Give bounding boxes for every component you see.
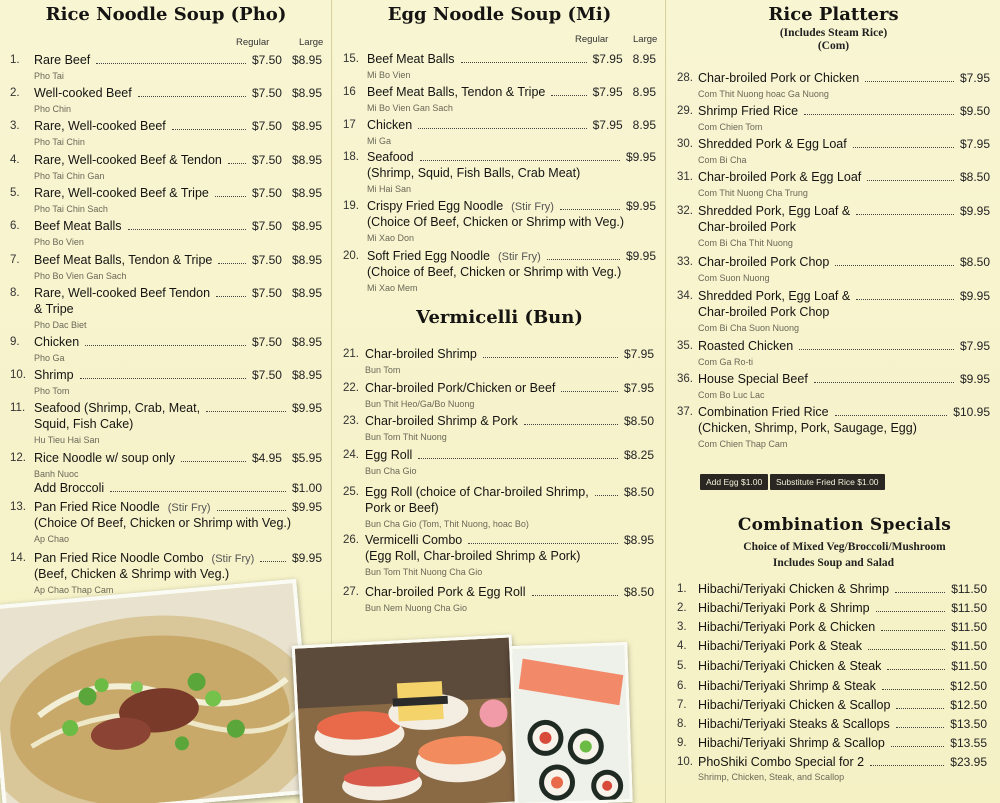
item-number: 2.: [677, 602, 687, 614]
dot-leader: [895, 592, 945, 593]
price: $7.95: [623, 347, 654, 361]
price-regular: $7.50: [251, 368, 282, 382]
item-name: Pan Fried Rice Noodle: [34, 500, 160, 514]
dot-leader: [216, 296, 246, 297]
item-name: Shrimp Fried Rice: [698, 104, 799, 118]
item-name: Char-broiled Shrimp & Pork: [365, 414, 518, 428]
item-vietnamese-name: Com Chien Thap Cam: [698, 439, 788, 449]
bun-menu-item: [333, 584, 666, 624]
price: $12.50: [950, 698, 987, 712]
item-number: 27.: [343, 586, 359, 598]
item-vietnamese-name: Mi Bo Vien Gan Sach: [367, 103, 453, 113]
dot-leader: [561, 391, 618, 392]
item-number: 16: [343, 86, 356, 98]
item-name: Well-cooked Beef: [34, 86, 132, 100]
item-name: Vermicelli Combo: [365, 533, 463, 547]
dot-leader: [532, 595, 618, 596]
combo-item-list: [667, 0, 1000, 803]
item-name: Soft Fried Egg Noodle: [367, 249, 490, 263]
sushi-image: [295, 637, 520, 803]
item-vietnamese-name: Bun Tom Thit Nuong Cha Gio: [365, 567, 483, 577]
price: $13.55: [950, 736, 987, 750]
sushi-roll-photo: [509, 642, 633, 803]
price-regular: $7.50: [251, 335, 282, 349]
price: $8.50: [623, 585, 654, 599]
dot-leader: [218, 263, 246, 264]
item-number: 29.: [677, 105, 693, 117]
dot-leader: [206, 411, 286, 412]
item-vietnamese-name: Com Bi Cha: [698, 155, 747, 165]
price-regular: $7.50: [251, 253, 282, 267]
item-number: 5.: [677, 660, 687, 672]
add-egg-badge: Add Egg $1.00: [700, 474, 768, 490]
price: $11.50: [951, 620, 987, 634]
item-description: (Choice Of Beef, Chicken or Shrimp with Veg.): [34, 516, 292, 530]
item-description: Pork or Beef): [365, 501, 439, 515]
price: $9.95: [291, 401, 322, 415]
item-vietnamese-name: Com Thit Nuong hoac Ga Nuong: [698, 89, 829, 99]
mi-col-regular: Regular: [575, 34, 609, 45]
dot-leader: [80, 378, 246, 379]
item-number: 7.: [10, 254, 20, 266]
item-number: 11.: [10, 402, 26, 414]
item-number: 20.: [343, 250, 359, 262]
item-number: 15.: [343, 53, 359, 65]
item-name: Egg Roll (choice of Char-broiled Shrimp,: [365, 485, 589, 499]
pho-bowl-photo: [0, 579, 315, 803]
item-description: Char-broiled Pork Chop: [698, 305, 830, 319]
price-large: $8.95: [291, 219, 322, 233]
item-number: 22.: [343, 382, 359, 394]
price-large: $8.95: [291, 186, 322, 200]
item-name: Crispy Fried Egg Noodle: [367, 199, 504, 213]
item-number: 8.: [677, 718, 687, 730]
price-regular: $7.50: [251, 119, 282, 133]
price-large: $8.95: [291, 335, 322, 349]
price: $13.50: [950, 717, 987, 731]
item-number: 34.: [677, 290, 693, 302]
price: $9.95: [625, 199, 656, 213]
item-vietnamese-name: Ap Chao: [34, 534, 70, 544]
item-number: 30.: [677, 138, 693, 150]
item-vietnamese-name: Mi Hai San: [367, 184, 412, 194]
item-number: 37.: [677, 406, 693, 418]
price: $8.95: [623, 533, 654, 547]
dot-leader: [870, 765, 944, 766]
item-name: Rare, Well-cooked Beef & Tripe: [34, 186, 209, 200]
item-note: (Stir Fry): [498, 251, 541, 263]
item-vietnamese-name: Com Bi Cha Thit Nuong: [698, 238, 793, 248]
item-number: 24.: [343, 449, 359, 461]
pho-menu-item: [0, 400, 332, 445]
item-vietnamese-name: Bun Tom: [365, 365, 401, 375]
item-name: Seafood: [367, 150, 414, 164]
price: $8.50: [623, 485, 654, 499]
price-regular: $4.95: [251, 451, 282, 465]
item-name: Hibachi/Teriyaki Shrimp & Steak: [698, 679, 876, 693]
price-regular: $7.50: [251, 153, 282, 167]
item-number: 26.: [343, 534, 359, 546]
pho-menu-item: [0, 285, 332, 330]
item-vietnamese-name: Com Chien Tom: [698, 122, 763, 132]
item-number: 35.: [677, 340, 693, 352]
item-description: (Choice of Beef, Chicken or Shrimp with Veg.): [367, 265, 622, 279]
item-name: Rare, Well-cooked Beef: [34, 119, 166, 133]
price: $8.25: [623, 448, 654, 462]
item-name: Rare, Well-cooked Beef & Tendon: [34, 153, 222, 167]
item-number: 10.: [10, 369, 26, 381]
item-name: Beef Meat Balls, Tendon & Tripe: [34, 253, 213, 267]
dot-leader: [138, 96, 246, 97]
price-regular: $7.95: [592, 52, 623, 66]
item-description: (Beef, Chicken & Shrimp with Veg.): [34, 567, 230, 581]
item-number: 7.: [677, 699, 687, 711]
price: $9.95: [291, 551, 322, 565]
pho-col-large: Large: [299, 37, 324, 48]
price-large: $8.95: [291, 253, 322, 267]
item-name: PhoShiki Combo Special for 2: [698, 755, 865, 769]
item-vietnamese-name: Pho Tai Chin Sach: [34, 204, 108, 214]
dot-leader: [96, 63, 246, 64]
pho-item-list: [0, 0, 332, 600]
bun-menu-item: [333, 532, 666, 577]
price-regular: $7.50: [251, 219, 282, 233]
item-name: Shredded Pork & Egg Loaf: [698, 137, 847, 151]
platters-subtitle: (Includes Steam Rice): [779, 27, 888, 39]
item-name: Hibachi/Teriyaki Chicken & Steak: [698, 659, 882, 673]
item-number: 3.: [10, 120, 20, 132]
price-regular: $7.50: [251, 186, 282, 200]
platters-subtitle-com: (Com): [817, 40, 850, 52]
item-note: (Stir Fry): [167, 502, 211, 514]
bun-menu-item: [333, 484, 666, 529]
item-description: (Choice Of Beef, Chicken or Shrimp with Veg.): [367, 215, 625, 229]
item-number: 8.: [10, 287, 20, 299]
price: $9.95: [959, 204, 990, 218]
price: $9.50: [959, 104, 990, 118]
dot-leader: [882, 689, 944, 690]
item-vietnamese-name: Shrimp, Chicken, Steak, and Scallop: [698, 772, 845, 782]
item-name: Char-broiled Pork & Egg Loaf: [698, 170, 862, 184]
dot-leader: [217, 510, 286, 511]
price-large: 8.95: [632, 118, 656, 132]
dot-leader: [85, 345, 246, 346]
item-number: 5.: [10, 187, 20, 199]
price: $8.50: [959, 170, 990, 184]
item-name: Hibachi/Teriyaki Chicken & Shrimp: [698, 582, 890, 596]
price-large: $8.95: [291, 119, 322, 133]
price: $11.50: [951, 601, 987, 615]
item-name: Combination Fried Rice: [698, 405, 829, 419]
item-number: 9.: [677, 737, 687, 749]
dot-leader: [876, 611, 946, 612]
item-name: Char-broiled Pork Chop: [698, 255, 830, 269]
item-vietnamese-name: Com Thit Nuong Cha Trung: [698, 188, 808, 198]
price: $11.50: [951, 582, 987, 596]
price: $7.95: [623, 381, 654, 395]
item-vietnamese-name: Com Bi Cha Suon Nuong: [698, 323, 800, 333]
item-description: (Egg Roll, Char-broiled Shrimp & Pork): [365, 549, 581, 563]
price: $7.95: [959, 339, 990, 353]
item-name: Hibachi/Teriyaki Pork & Chicken: [698, 620, 876, 634]
item-vietnamese-name: Com Suon Nuong: [698, 273, 770, 283]
bun-title: Vermicelli (Bun): [416, 307, 583, 328]
dot-leader: [881, 630, 945, 631]
price: $7.95: [959, 71, 990, 85]
item-vietnamese-name: Ap Chao Thap Cam: [34, 585, 114, 595]
item-name: Hibachi/Teriyaki Pork & Steak: [698, 639, 862, 653]
substitute-rice-badge: Substitute Fried Rice $1.00: [770, 474, 885, 490]
dot-leader: [468, 543, 618, 544]
item-name: Hibachi/Teriyaki Steaks & Scallops: [698, 717, 890, 731]
price: $7.95: [959, 137, 990, 151]
item-number: 9.: [10, 336, 20, 348]
item-name: Add Broccoli: [34, 481, 105, 495]
sushi-roll-image: [512, 645, 632, 803]
item-vietnamese-name: Mi Xao Don: [367, 233, 415, 243]
item-vietnamese-name: Pho Bo Vien Gan Sach: [34, 271, 127, 281]
combo-subtitle: Choice of Mixed Veg/Broccoli/Mushroom: [743, 541, 946, 553]
item-number: 14.: [10, 552, 26, 564]
item-name: Roasted Chicken: [698, 339, 794, 353]
price-large: $5.95: [291, 451, 322, 465]
dot-leader: [595, 495, 618, 496]
pho-title: Rice Noodle Soup (Pho): [45, 4, 287, 25]
pho-menu-item: [0, 499, 332, 544]
item-number: 33.: [677, 256, 693, 268]
dot-leader: [896, 727, 945, 728]
bun-item-list: [333, 0, 666, 620]
price: $11.50: [951, 659, 987, 673]
item-vietnamese-name: Mi Bo Vien: [367, 70, 411, 80]
price: $8.50: [623, 414, 654, 428]
price: $9.95: [291, 500, 322, 514]
item-description: & Tripe: [34, 302, 74, 316]
item-name: Hibachi/Teriyaki Chicken & Scallop: [698, 698, 891, 712]
item-number: 4.: [10, 154, 20, 166]
price: $11.50: [951, 639, 987, 653]
item-name: Hibachi/Teriyaki Shrimp & Scallop: [698, 736, 885, 750]
item-name: Beef Meat Balls, Tendon & Tripe: [367, 85, 546, 99]
item-vietnamese-name: Banh Nuoc: [34, 469, 79, 479]
item-name: House Special Beef: [698, 372, 808, 386]
combo-subtitle-2: Includes Soup and Salad: [772, 557, 895, 569]
item-name: Beef Meat Balls: [34, 219, 122, 233]
dot-leader: [228, 163, 246, 164]
item-number: 21.: [343, 348, 359, 360]
price: $1.00: [291, 481, 322, 495]
item-vietnamese-name: Bun Cha Gio (Tom, Thit Nuong, hoac Bo): [365, 519, 529, 529]
item-vietnamese-name: Pho Tom: [34, 386, 70, 396]
item-vietnamese-name: Pho Dac Biet: [34, 320, 87, 330]
item-note: (Stir Fry): [511, 201, 554, 213]
item-number: 19.: [343, 200, 359, 212]
item-vietnamese-name: Bun Thit Heo/Ga/Bo Nuong: [365, 399, 475, 409]
item-number: 1.: [10, 54, 20, 66]
dot-leader: [110, 491, 286, 492]
item-name: Chicken: [367, 118, 413, 132]
item-note: (Stir Fry): [211, 553, 255, 565]
price-regular: $7.50: [251, 286, 282, 300]
price: $10.95: [953, 405, 990, 419]
item-vietnamese-name: Com Ga Ro-ti: [698, 357, 754, 367]
price: $9.95: [625, 150, 656, 164]
price: $23.95: [950, 755, 987, 769]
dot-leader: [128, 229, 246, 230]
price-regular: $7.95: [592, 85, 623, 99]
item-description: (Chicken, Shrimp, Pork, Saugage, Egg): [698, 421, 917, 435]
item-number: 4.: [677, 640, 687, 652]
pho-bowl-image: [0, 582, 315, 803]
item-vietnamese-name: Mi Xao Mem: [367, 283, 418, 293]
item-name: Char-broiled Shrimp: [365, 347, 477, 361]
item-vietnamese-name: Mi Ga: [367, 136, 392, 146]
price: $12.50: [950, 679, 987, 693]
price: $8.50: [959, 255, 990, 269]
item-number: 10.: [677, 756, 693, 768]
mi-title: Egg Noodle Soup (Mi): [387, 4, 612, 25]
price-large: 8.95: [632, 52, 656, 66]
item-name: Hibachi/Teriyaki Pork & Shrimp: [698, 601, 870, 615]
dot-leader: [418, 458, 618, 459]
item-number: 17: [343, 119, 356, 131]
dot-leader: [181, 461, 246, 462]
price-large: $8.95: [291, 53, 322, 67]
item-description: Char-broiled Pork: [698, 220, 796, 234]
item-number: 6.: [677, 680, 687, 692]
item-name: Rare Beef: [34, 53, 91, 67]
item-vietnamese-name: Hu Tieu Hai San: [34, 435, 100, 445]
item-number: 1.: [677, 583, 687, 595]
price-regular: $7.95: [592, 118, 623, 132]
item-name: Pan Fried Rice Noodle Combo: [34, 551, 204, 565]
combo-title: Combination Specials: [737, 515, 952, 535]
price-regular: $7.50: [251, 86, 282, 100]
price: $9.95: [959, 289, 990, 303]
pho-col-regular: Regular: [236, 37, 270, 48]
item-number: 28.: [677, 72, 693, 84]
price-large: $8.95: [291, 286, 322, 300]
item-name: Shredded Pork, Egg Loaf &: [698, 204, 851, 218]
item-name: Rice Noodle w/ soup only: [34, 451, 176, 465]
dot-leader: [215, 196, 246, 197]
item-vietnamese-name: Com Bo Luc Lac: [698, 390, 765, 400]
price-large: $8.95: [291, 153, 322, 167]
item-number: 32.: [677, 205, 693, 217]
dot-leader: [887, 669, 945, 670]
item-vietnamese-name: Bun Nem Nuong Cha Gio: [365, 603, 468, 613]
dot-leader: [483, 357, 618, 358]
price-large: $8.95: [291, 368, 322, 382]
item-name: Char-broiled Pork or Chicken: [698, 71, 860, 85]
item-vietnamese-name: Pho Bo Vien: [34, 237, 84, 247]
price: $9.95: [959, 372, 990, 386]
item-vietnamese-name: Pho Tai Chin Gan: [34, 171, 105, 181]
item-description: (Shrimp, Squid, Fish Balls, Crab Meat): [367, 166, 581, 180]
sushi-photo: [292, 634, 521, 803]
mi-col-large: Large: [633, 34, 658, 45]
item-number: 23.: [343, 415, 359, 427]
item-name: Char-broiled Pork/Chicken or Beef: [365, 381, 556, 395]
item-name: Egg Roll: [365, 448, 413, 462]
item-number: 31.: [677, 171, 693, 183]
item-name: Rare, Well-cooked Beef Tendon: [34, 286, 211, 300]
price-large: 8.95: [632, 85, 656, 99]
item-number: 2.: [10, 87, 20, 99]
item-number: 13.: [10, 501, 26, 513]
dot-leader: [260, 561, 286, 562]
item-description: Squid, Fish Cake): [34, 417, 134, 431]
item-vietnamese-name: Bun Cha Gio: [365, 466, 417, 476]
price: $9.95: [625, 249, 656, 263]
item-number: 18.: [343, 151, 359, 163]
bun-menu-item: [333, 447, 666, 487]
item-name: Shrimp: [34, 368, 74, 382]
price-large: $8.95: [291, 86, 322, 100]
item-name: Chicken: [34, 335, 80, 349]
item-name: Beef Meat Balls: [367, 52, 455, 66]
item-vietnamese-name: Pho Tai Chin: [34, 137, 85, 147]
dot-leader: [868, 649, 945, 650]
platters-title: Rice Platters: [768, 4, 899, 25]
item-number: 36.: [677, 373, 693, 385]
item-vietnamese-name: Pho Tai: [34, 71, 64, 81]
dot-leader: [891, 746, 944, 747]
dot-leader: [172, 129, 246, 130]
item-name: Char-broiled Pork & Egg Roll: [365, 585, 526, 599]
item-vietnamese-name: Bun Tom Thit Nuong: [365, 432, 447, 442]
item-number: 6.: [10, 220, 20, 232]
item-number: 3.: [677, 621, 687, 633]
price-regular: $7.50: [251, 53, 282, 67]
item-number: 12.: [10, 452, 26, 464]
dot-leader: [524, 424, 618, 425]
item-number: 25.: [343, 486, 359, 498]
item-vietnamese-name: Pho Chin: [34, 104, 72, 114]
item-vietnamese-name: Pho Ga: [34, 353, 65, 363]
combo-menu-item: [667, 754, 1000, 794]
dot-leader: [896, 708, 944, 709]
item-name: Seafood (Shrimp, Crab, Meat,: [34, 401, 201, 415]
item-name: Shredded Pork, Egg Loaf &: [698, 289, 851, 303]
